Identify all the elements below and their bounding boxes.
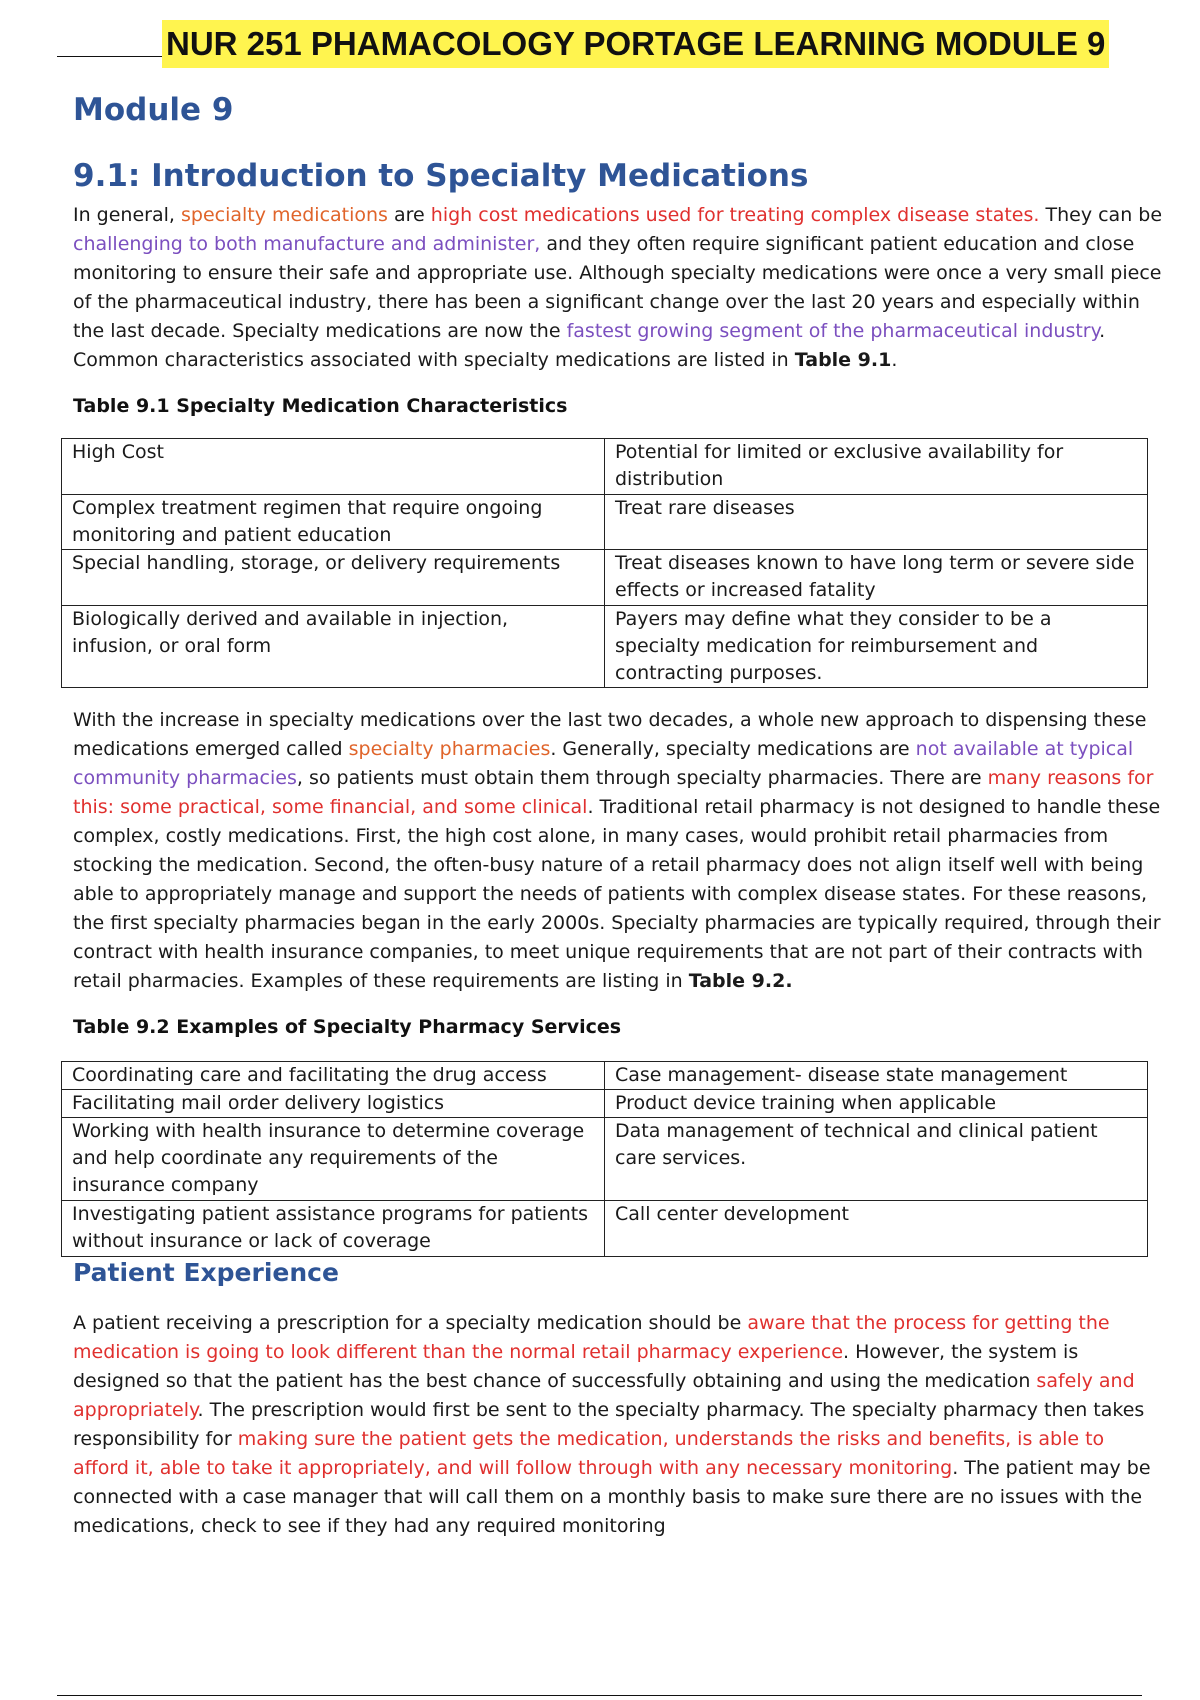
table-cell: Biologically derived and available in injection, infusion, or oral form: [62, 606, 605, 688]
table-cell: Special handling, storage, or delivery requirements: [62, 550, 605, 606]
table-cell: Working with health insurance to determine coverage and help coordinate any requirements of the insurance company: [62, 1118, 605, 1201]
pharmacy-services-table: [61, 1061, 1148, 1257]
table-cell: Facilitating mail order delivery logistics: [62, 1090, 605, 1118]
table-cell: High Cost: [62, 439, 605, 495]
table2-caption: Table 9.2 Examples of Specialty Pharmacy Services: [73, 1016, 622, 1038]
patient-experience-heading: Patient Experience: [73, 1258, 339, 1287]
table-cell: Call center development: [605, 1201, 1148, 1257]
module-heading: Module 9: [73, 92, 234, 128]
table-cell: Product device training when applicable: [605, 1090, 1148, 1118]
intro-paragraph: In general, specialty medications are high cost medications used for treating complex disease states. They can be challenging to both manufacture and administer, and they often require significant patient education and close monitoring to ensure their safe and appropriate use. Although specialty medications were once a very small piece of the pharmaceutical industry, there has been a significant change over the last 20 years and especially within the last decade. Specialty medications are now the fastest growing segment of the pharmaceutical industry. Common characteristics associated with specialty medications are listed in Table 9.1.: [73, 204, 1163, 371]
table-cell: Treat rare diseases: [605, 495, 1148, 550]
table-row: [62, 1201, 1148, 1257]
table-row: [62, 439, 1148, 495]
table-cell: Payers may define what they consider to be a specialty medication for reimbursement and contracting purposes.: [605, 606, 1148, 688]
section-heading: 9.1: Introduction to Specialty Medications: [73, 158, 809, 194]
table1-caption: Table 9.1 Specialty Medication Characteristics: [73, 395, 568, 417]
patient-experience-paragraph: A patient receiving a prescription for a specialty medication should be aware that the process for getting the medication is going to look different than the normal retail pharmacy experience. However, the system is designed so that the patient has the best chance of successfully obtaining and using the medication safely and appropriately. The prescription would first be sent to the specialty pharmacy. The specialty pharmacy then takes responsibility for making sure the patient gets the medication, understands the risks and benefits, is able to afford it, able to take it appropriately, and will follow through with any necessary monitoring. The patient may be connected with a case manager that will call them on a monthly basis to make sure there are no issues with the medications, check to see if they had any required monitoring: [73, 1312, 1151, 1537]
table-row: [62, 495, 1148, 550]
table-cell: Case management- disease state management: [605, 1062, 1148, 1090]
table-cell: Coordinating care and facilitating the drug access: [62, 1062, 605, 1090]
specialty-pharmacy-paragraph: With the increase in specialty medications over the last two decades, a whole new approach to dispensing these medications emerged called specialty pharmacies. Generally, specialty medications are not available at typical community pharmacies, so patients must obtain them through specialty pharmacies. There are many reasons for this: some practical, some financial, and some clinical. Traditional retail pharmacy is not designed to handle these complex, costly medications. First, the high cost alone, in many cases, would prohibit retail pharmacies from stocking the medication. Second, the often-busy nature of a retail pharmacy does not align itself well with being able to appropriately manage and support the needs of patients with complex disease states. For these reasons, the first specialty pharmacies began in the early 2000s. Specialty pharmacies are typically required, through their contract with health insurance companies, to meet unique requirements that are not part of their contracts with retail pharmacies. Examples of these requirements are listing in Table 9.2.: [73, 709, 1161, 992]
table-row: [62, 1118, 1148, 1201]
document-title: NUR 251 PHAMACOLOGY PORTAGE LEARNING MODULE 9: [162, 20, 1109, 68]
table-row: [62, 1090, 1148, 1118]
footer-rule: [57, 1695, 1142, 1696]
table-cell: Investigating patient assistance programs for patients without insurance or lack of coverage: [62, 1201, 605, 1257]
table-row: [62, 550, 1148, 606]
table-row: [62, 606, 1148, 688]
table-cell: Treat diseases known to have long term or severe side effects or increased fatality: [605, 550, 1148, 606]
specialty-characteristics-table: [61, 438, 1148, 688]
table-cell: Potential for limited or exclusive availability for distribution: [605, 439, 1148, 495]
table-cell: Complex treatment regimen that require ongoing monitoring and patient education: [62, 495, 605, 550]
header-rule: [57, 56, 162, 57]
table-row: [62, 1062, 1148, 1090]
table-cell: Data management of technical and clinical patient care services.: [605, 1118, 1148, 1201]
